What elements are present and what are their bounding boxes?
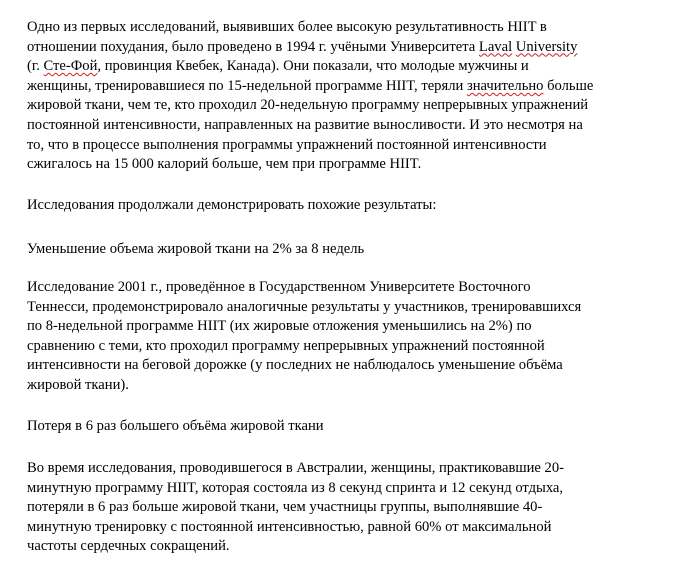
subheading-fat-reduction: Уменьшение объема жировой ткани на 2% за 8 недель bbox=[27, 241, 365, 258]
text-segment: (г. bbox=[27, 58, 40, 75]
paragraph-australia-study: Во время исследования, проводившегося в Австралии, женщины, практиковавшие 20- минутную программу HIIT, которая состояла из 8 секунд спринта и 12 секунд отдыха, потеряли в 6 раз больше жировой ткани, чем участницы группы, выполнявшие 40- минутную тренировку с постоянной интенсивностью, равной 60% от максимальной частоты сердечных сокращений. bbox=[27, 460, 564, 555]
spellcheck-word[interactable]: значительно bbox=[466, 77, 544, 94]
text-segment: , провинция Квебек, Канада). Они показали, что молодые мужчины и женщины, тренировавшиеся по 15-недельной программе HIIT, теряли bbox=[27, 58, 529, 94]
text-segment: больше жировой ткани, чем те, кто проходил 20-недельную программу непрерывных упражнений постоянной интенсивности, направленных на развитие выносливости. И это несмотря на то, что в процессе выполнения программы упражнений постоянной интенсивности сжигалось на 15 000 калорий больше, чем при программе HIIT. bbox=[27, 77, 594, 173]
text-segment: Одно из первых исследований, выявивших более высокую результативность HIIT в отношении похудания, было проведено в 1994 г. учёными Университета bbox=[27, 19, 547, 55]
document-page bbox=[27, 18, 667, 557]
paragraph-intro-results: Исследования продолжали демонстрировать похожие результаты: bbox=[27, 196, 437, 213]
paragraph-laval-study bbox=[27, 18, 667, 175]
spellcheck-word[interactable]: Сте-Фой bbox=[43, 58, 98, 75]
subheading-six-times: Потеря в 6 раз большего объёма жировой ткани bbox=[27, 417, 324, 434]
spellcheck-word[interactable]: University bbox=[515, 38, 578, 55]
spellcheck-word[interactable]: Laval bbox=[478, 38, 513, 55]
paragraph-tennessee-study: Исследование 2001 г., проведённое в Государственном Университете Восточного Теннесси, продемонстрировало аналогичные результаты у участников, тренировавшихся по 8-недельной программе HIIT (их жировые отложения уменьшились на 2%) по сравнению с теми, кто проходил программу непрерывных упражнений постоянной интенсивности на беговой дорожке (у последних не наблюдалось уменьшение объёма жировой ткани). bbox=[27, 278, 582, 393]
